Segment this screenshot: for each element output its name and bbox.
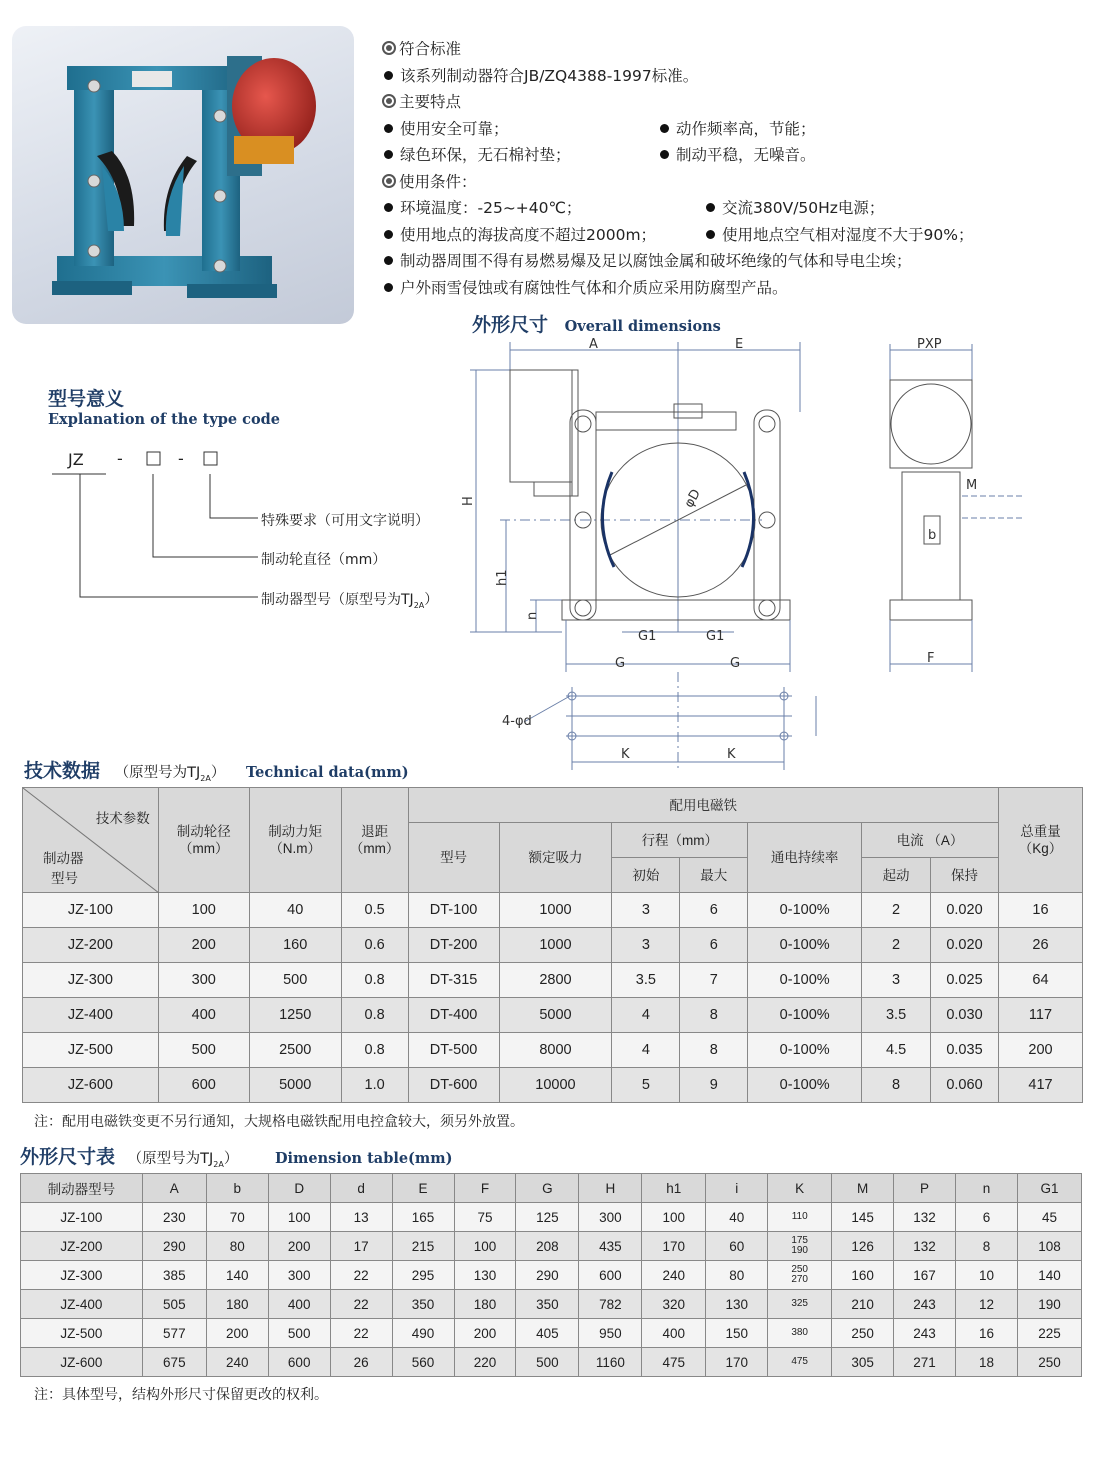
table-cell: 240 [206,1348,268,1377]
table-cell: 1000 [499,893,612,928]
table-cell: 0.5 [341,893,408,928]
condition-item: 制动器周围不得有易燃易爆及足以腐蚀金属和破坏绝缘的气体和导电尘埃； [400,252,912,270]
diag-top-label: 技术参数 [95,811,150,826]
table-cell: JZ-100 [23,893,159,928]
condition-item: 交流380V/50Hz电源； [722,199,885,217]
table-cell: JZ-200 [21,1232,143,1261]
table-cell: 100 [454,1232,516,1261]
table-cell: 300 [268,1261,330,1290]
table-cell: 475 [768,1348,832,1377]
table-cell: 243 [894,1319,956,1348]
table-cell: 180 [206,1290,268,1319]
table-cell: 0-100% [748,1068,862,1103]
bullet-icon [384,71,393,80]
table-cell: 2500 [249,1033,341,1068]
table-cell: 200 [206,1319,268,1348]
table-cell: 417 [998,1068,1082,1103]
table-cell: 64 [998,963,1082,998]
table-cell: 170 [642,1232,706,1261]
table-cell: 240 [642,1261,706,1290]
table-cell: 3.5 [862,998,931,1033]
header-stroke-max: 最大 [680,858,748,893]
dim-label-n: n [525,611,540,620]
table-cell: 475 [642,1348,706,1377]
tech-note: 注：配用电磁铁变更不另行通知，大规格电磁铁配用电控盒较大，须另外放置。 [34,1114,524,1130]
table-cell: 22 [330,1290,392,1319]
table-cell: 16 [956,1319,1018,1348]
overall-title-en: Overall dimensions [564,318,721,335]
table-cell: DT-315 [408,963,499,998]
table-cell: 300 [158,963,249,998]
table-cell: 8 [680,1033,748,1068]
table-cell: 60 [706,1232,768,1261]
table-cell: 100 [642,1203,706,1232]
table-cell: 250 [832,1319,894,1348]
table-cell: 4 [612,998,680,1033]
standard-text: 该系列制动器符合JB/ZQ4388-1997标准。 [400,66,699,85]
bullet-icon [384,203,393,212]
feature-item: 动作频率高，节能； [676,119,816,138]
table-cell: JZ-300 [21,1261,143,1290]
bullet-icon [384,150,393,159]
table-cell: 8000 [499,1033,612,1068]
table-cell: 500 [268,1319,330,1348]
table-cell: DT-100 [408,893,499,928]
table-cell: 140 [1017,1261,1081,1290]
column-header: G1 [1017,1174,1081,1203]
dims-title-cn: 外形尺寸表 [20,1146,116,1168]
table-cell: 26 [998,928,1082,963]
table-cell: JZ-100 [21,1203,143,1232]
table-cell: 6 [680,928,748,963]
table-cell: 100 [158,893,249,928]
table-cell: 8 [956,1232,1018,1261]
dim-label-G: G [730,656,741,671]
table-cell: 117 [998,998,1082,1033]
tech-title-sub: （原型号为$TJ_{2A}$） [114,765,226,783]
table-cell: 350 [392,1290,454,1319]
column-header: H [579,1174,642,1203]
table-cell: 45 [1017,1203,1081,1232]
dim-label-M: M [966,478,978,493]
ring-bullet-icon [382,174,396,188]
dims-title [20,1142,452,1169]
table-cell: 17 [330,1232,392,1261]
header-retreat: 退距 （mm） [341,788,408,893]
feature-item: 绿色环保，无石棉衬垫； [400,146,571,164]
table-cell: 3 [612,893,680,928]
table-cell: 0.020 [931,893,999,928]
table-cell: 435 [579,1232,642,1261]
dim-label-phiD: φD [681,486,704,511]
table-cell: 400 [268,1290,330,1319]
column-header: G [516,1174,579,1203]
column-header: D [268,1174,330,1203]
table-cell: 385 [142,1261,206,1290]
bullet-icon [384,256,393,265]
column-header: 制动器型号 [21,1174,143,1203]
header-current-hold: 保持 [931,858,999,893]
table-cell: 210 [832,1290,894,1319]
table-cell: 22 [330,1319,392,1348]
table-row [21,1290,1082,1319]
ring-bullet-icon [382,41,396,55]
header-stroke: 行程（mm） [612,823,748,858]
dims-title-en: Dimension table(mm) [274,1150,453,1167]
header-magnet: 配用电磁铁 [408,788,998,823]
diag-header-cell [23,788,159,893]
table-cell: 200 [268,1232,330,1261]
table-cell: 100 [268,1203,330,1232]
table-cell: 5000 [499,998,612,1033]
column-header: n [956,1174,1018,1203]
table-cell: 782 [579,1290,642,1319]
table-cell: 0.020 [931,928,999,963]
dim-label-b: b [928,528,937,543]
table-cell: 13 [330,1203,392,1232]
dim-label-K: K [727,747,736,762]
table-cell: 230 [142,1203,206,1232]
bullet-icon [384,230,393,239]
table-row [21,1348,1082,1377]
tech-data-table [22,787,1083,1103]
table-cell: 560 [392,1348,454,1377]
table-cell: 0-100% [748,893,862,928]
table-cell: 200 [998,1033,1082,1068]
dim-label-G: G [615,656,626,671]
table-cell: 405 [516,1319,579,1348]
table-cell: DT-400 [408,998,499,1033]
table-cell: 200 [454,1319,516,1348]
spec-text [380,36,1080,301]
table-cell: 26 [330,1348,392,1377]
table-cell: 10 [956,1261,1018,1290]
table-row [21,1261,1082,1290]
table-cell: 6 [956,1203,1018,1232]
table-cell: 300 [579,1203,642,1232]
column-header: F [454,1174,516,1203]
header-current: 电流 （A） [862,823,999,858]
table-cell: 1250 [249,998,341,1033]
table-cell: 4.5 [862,1033,931,1068]
header-wheel: 制动轮径 （mm） [158,788,249,893]
typecode-diagram [40,440,460,610]
dim-label-G1: G1 [638,629,657,644]
bullet-icon [660,124,669,133]
table-cell: 70 [206,1203,268,1232]
table-row [23,1068,1083,1103]
table-cell: 271 [894,1348,956,1377]
table-cell: 0-100% [748,963,862,998]
table-cell: 290 [516,1261,579,1290]
technical-drawing [462,332,1092,772]
table-row [23,998,1083,1033]
table-cell [768,1261,832,1290]
table-cell: 3 [862,963,931,998]
bullet-icon [660,150,669,159]
table-cell: 2 [862,893,931,928]
table-cell: 2800 [499,963,612,998]
table-cell: 108 [1017,1232,1081,1261]
table-cell: 8 [862,1068,931,1103]
typecode-title: 型号意义 [48,388,125,410]
header-weight: 总重量 （Kg） [998,788,1082,893]
table-cell: 132 [894,1203,956,1232]
header-force: 额定吸力 [499,823,612,893]
table-cell: JZ-400 [23,998,159,1033]
dim-label-d: 4-φd [502,714,532,729]
tech-title-en: Technical data(mm) [245,764,409,781]
table-cell: 9 [680,1068,748,1103]
table-cell: 2 [862,928,931,963]
table-cell: 0.030 [931,998,999,1033]
standard-heading: 符合标准 [399,40,462,58]
table-cell: 18 [956,1348,1018,1377]
dims-note: 注：具体型号，结构外形尺寸保留更改的权利。 [34,1387,328,1403]
column-header: i [706,1174,768,1203]
table-cell: 130 [454,1261,516,1290]
table-cell: 0.8 [341,998,408,1033]
table-row [21,1203,1082,1232]
dim-label-PXP: PXP [917,337,942,352]
features-heading: 主要特点 [399,93,462,111]
table-cell: 12 [956,1290,1018,1319]
condition-item: 使用地点空气相对湿度不大于90%； [722,225,974,244]
table-cell: 600 [158,1068,249,1103]
dims-title-sub: （原型号为$TJ_{2A}$） [127,1151,239,1169]
table-cell: 950 [579,1319,642,1348]
dimension-table [20,1173,1082,1377]
table-cell: 0.025 [931,963,999,998]
table-cell: 6 [680,893,748,928]
column-header: M [832,1174,894,1203]
table-cell: 305 [832,1348,894,1377]
table-cell: 0.6 [341,928,408,963]
table-cell: 160 [832,1261,894,1290]
table-row [23,1033,1083,1068]
table-cell: 190 [1017,1290,1081,1319]
label-special: 特殊要求（可用文字说明） [261,513,429,529]
table-cell: 40 [249,893,341,928]
column-header: b [206,1174,268,1203]
k-value: 270 [791,1274,808,1285]
table-cell: 5 [612,1068,680,1103]
table-cell: 150 [706,1319,768,1348]
k-value: 190 [791,1245,808,1256]
table-cell: 675 [142,1348,206,1377]
table-cell: 3 [612,928,680,963]
typecode-code: JZ [68,450,84,469]
table-cell: JZ-600 [23,1068,159,1103]
table-cell: 600 [579,1261,642,1290]
table-cell: 130 [706,1290,768,1319]
ring-bullet-icon [382,94,396,108]
dim-label-K: K [621,747,630,762]
column-header: d [330,1174,392,1203]
table-cell: 505 [142,1290,206,1319]
table-cell: 1.0 [341,1068,408,1103]
dim-label-h1: h1 [495,569,510,586]
table-cell: 225 [1017,1319,1081,1348]
table-cell: 490 [392,1319,454,1348]
dim-label-G1: G1 [706,629,725,644]
diag-bottom-label: 型号 [51,871,78,886]
table-cell: 5000 [249,1068,341,1103]
typecode-title-en: Explanation of the type code [48,411,281,428]
table-cell: 1160 [579,1348,642,1377]
table-cell: 400 [158,998,249,1033]
table-cell: 16 [998,893,1082,928]
table-cell: 0-100% [748,1033,862,1068]
header-model: 型号 [408,823,499,893]
table-cell: 75 [454,1203,516,1232]
dim-label-H: H [462,496,476,506]
column-header: E [392,1174,454,1203]
table-cell: 0.8 [341,963,408,998]
overall-title-cn: 外形尺寸 [472,314,549,336]
table-cell: 290 [142,1232,206,1261]
table-cell: 8 [680,998,748,1033]
table-cell: 110 [768,1203,832,1232]
header-duty: 通电持续率 [748,823,862,893]
table-cell: DT-600 [408,1068,499,1103]
table-cell: 80 [706,1261,768,1290]
table-row [21,1232,1082,1261]
table-cell: 350 [516,1290,579,1319]
table-cell: 250 [1017,1348,1081,1377]
table-cell: 577 [142,1319,206,1348]
table-row [23,893,1083,928]
table-cell: 220 [454,1348,516,1377]
bullet-icon [706,203,715,212]
table-row [23,963,1083,998]
product-photo [12,26,354,324]
label-model: 制动器型号（原型号为$TJ_{2A}$） [261,592,439,610]
table-cell: 40 [706,1203,768,1232]
table-cell: 200 [158,928,249,963]
table-row [21,1319,1082,1348]
k-value: 250 [791,1264,808,1275]
table-cell: 160 [249,928,341,963]
column-header: K [768,1174,832,1203]
typecode-dash: - [117,449,123,468]
label-diameter: 制动轮直径（mm） [261,552,387,568]
table-cell: 0.8 [341,1033,408,1068]
table-cell: JZ-500 [21,1319,143,1348]
table-cell: 7 [680,963,748,998]
typecode-dash: - [178,449,184,468]
table-cell: 4 [612,1033,680,1068]
bullet-icon [384,124,393,133]
header-current-start: 起动 [862,858,931,893]
table-cell: 80 [206,1232,268,1261]
column-header: A [142,1174,206,1203]
condition-item: 使用地点的海拔高度不超过2000m； [400,225,657,244]
bullet-icon [706,230,715,239]
table-cell: 400 [642,1319,706,1348]
header-torque: 制动力矩 （N.m） [249,788,341,893]
table-cell: 180 [454,1290,516,1319]
dim-label-A: A [589,337,598,352]
table-cell: 145 [832,1203,894,1232]
table-cell: 295 [392,1261,454,1290]
table-cell: 380 [768,1319,832,1348]
bullet-icon [384,283,393,292]
condition-item: 环境温度：-25~+40℃； [400,199,582,217]
table-cell: 0-100% [748,928,862,963]
condition-item: 户外雨雪侵蚀或有腐蚀性气体和介质应采用防腐型产品。 [400,278,788,297]
tech-title-cn: 技术数据 [24,760,101,782]
table-cell: 215 [392,1232,454,1261]
dim-label-F: F [927,651,935,666]
table-cell: 500 [158,1033,249,1068]
table-cell: 125 [516,1203,579,1232]
table-cell: 1000 [499,928,612,963]
table-cell: 3.5 [612,963,680,998]
table-cell [768,1232,832,1261]
table-cell: DT-500 [408,1033,499,1068]
table-cell: 600 [268,1348,330,1377]
table-cell: 165 [392,1203,454,1232]
table-cell: 500 [249,963,341,998]
table-cell: 320 [642,1290,706,1319]
table-cell: 500 [516,1348,579,1377]
conditions-heading: 使用条件： [399,172,477,191]
table-cell: JZ-300 [23,963,159,998]
table-cell: JZ-600 [21,1348,143,1377]
dim-label-E: E [735,337,744,352]
table-cell: 325 [768,1290,832,1319]
table-cell: 243 [894,1290,956,1319]
diag-bottom-label: 制动器 [43,851,84,866]
header-stroke-init: 初始 [612,858,680,893]
table-row [23,928,1083,963]
table-cell: 0-100% [748,998,862,1033]
table-cell: 126 [832,1232,894,1261]
table-cell: 10000 [499,1068,612,1103]
feature-item: 制动平稳，无噪音。 [676,146,816,164]
table-cell: DT-200 [408,928,499,963]
column-header: h1 [642,1174,706,1203]
table-cell: 0.035 [931,1033,999,1068]
feature-item: 使用安全可靠； [400,119,509,138]
table-cell: 0.060 [931,1068,999,1103]
table-cell: 132 [894,1232,956,1261]
table-cell: 170 [706,1348,768,1377]
table-cell: 22 [330,1261,392,1290]
table-cell: JZ-500 [23,1033,159,1068]
table-cell: JZ-400 [21,1290,143,1319]
table-cell: 208 [516,1232,579,1261]
table-cell: 167 [894,1261,956,1290]
tech-title [24,756,409,783]
column-header: P [894,1174,956,1203]
table-cell: JZ-200 [23,928,159,963]
k-value: 175 [791,1235,808,1246]
table-cell: 140 [206,1261,268,1290]
